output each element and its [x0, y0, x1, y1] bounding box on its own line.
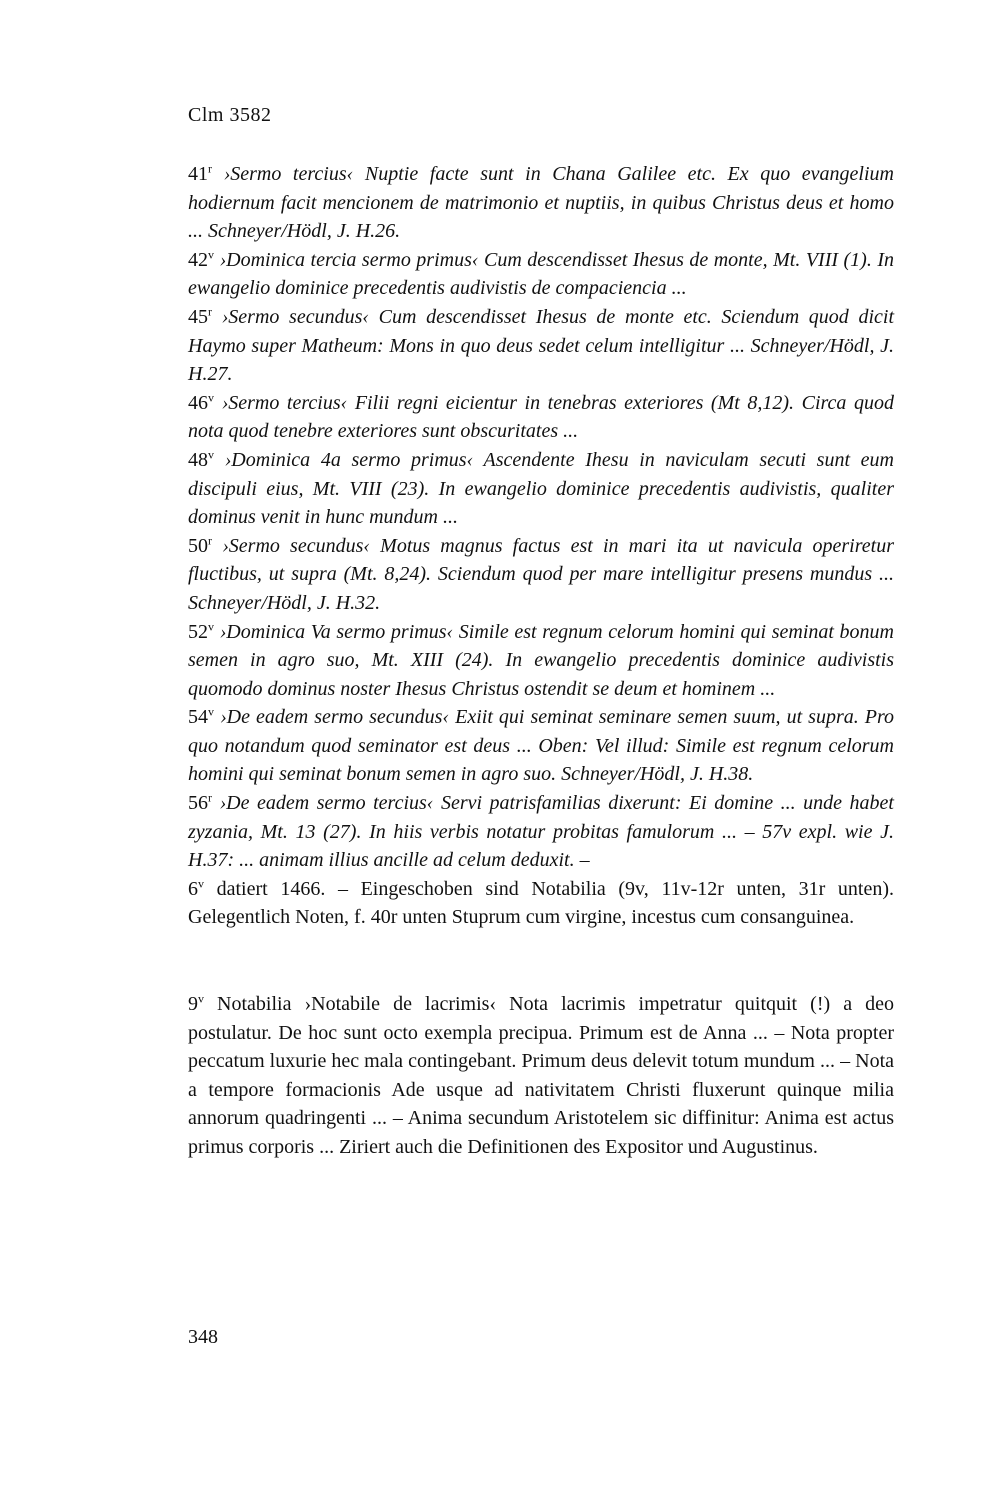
folio-ref: 46 [188, 391, 208, 414]
entry-text: ›Sermo secundus‹ Cum descendisset Ihesus de monte etc. Sciendum quod dicit Haymo super Matheum: Mons in quo deus sedet celum intelligitur ... Schneyer/Hödl, J. H.27. [188, 305, 894, 386]
section-gap [188, 932, 894, 990]
entry-42v: 42$^v$ ›Dominica tercia sermo primus‹ Cum descendisset Ihesus de monte, Mt. VIII (1). In ewangelio dominice precedentis audivistis de compaciencia ... [188, 247, 894, 300]
folio-ref: 50 [188, 534, 208, 557]
entry-45r: 45$^r$ ›Sermo secundus‹ Cum descendisset Ihesus de monte etc. Sciendum quod dicit Haymo super Matheum: Mons in quo deus sedet celum intelligitur ... Schneyer/Hödl, J. H.27. [188, 304, 894, 386]
folio-ref: 45 [188, 305, 208, 328]
folio-ref: 52 [188, 620, 208, 643]
page-number: 348 [188, 1326, 218, 1348]
entry-text: datiert 1466. – Eingeschoben sind Notabilia (9v, 11v-12r unten, 31r unten). Gelegentlich Noten, f. 40r unten Stuprum cum virgine, incestus cum consanguinea. [188, 877, 894, 929]
entry-text: Notabilia ›Notabile de lacrimis‹ Nota lacrimis impetratur quitquit (!) a deo postulatur. De hoc sunt octo exempla precipua. Primum est de Anna ... – Nota propter peccatum luxurie hec mala contingebant. Primum deus delevit totum mundum ... – Nota a tempore formacionis Ade usque ad nativitatem Christi fluxerunt quinque milia annorum quadringenti ... – Anima secundum Aristotelem sic diffinitur: Anima est actus primus corporis ... Ziriert auch die Definitionen des Expositor und Augustinus. [188, 993, 894, 1158]
folio-ref: 42 [188, 248, 208, 271]
folio-ref: 56 [188, 792, 208, 815]
entry-54v: 54$^v$ ›De eadem sermo secundus‹ Exiit qui seminat seminare semen suum, ut supra. Pro quo notandum quod seminator est deus ... Oben: Vel illud: Simile est regnum celorum homini qui seminat bonum semen in agro suo. Schneyer/Hödl, J. H.38. [188, 704, 894, 786]
entry-text: ›Sermo tercius‹ Nuptie facte sunt in Chana Galilee etc. Ex quo evangelium hodiernum facit mencionem de matrimonio et nuptiis, in quibus Christus deus et homo ... Schneyer/Hödl, J. H.26. [188, 163, 894, 243]
running-header: Clm 3582 [188, 104, 272, 126]
entry-46v: 46$^v$ ›Sermo tercius‹ Filii regni eicientur in tenebras exteriores (Mt 8,12). Circa quod nota quod tenebre exteriores sunt obscuritates ... [188, 390, 894, 443]
folio-ref: 9 [188, 993, 198, 1016]
entry-52v: 52$^v$ ›Dominica Va sermo primus‹ Simile est regnum celorum homini qui seminat bonum semen in agro suo, Mt. XIII (24). In ewangelio precedentis dominice audivistis quomodo dominus noster Ihesus Christus ostendit se deum et hominem ... [188, 618, 894, 700]
folio-ref: 6 [188, 877, 198, 900]
entry-text: ›Sermo secundus‹ Motus magnus factus est in mari ita ut navicula operiretur fluctibus, ut supra (Mt. 8,24). Sciendum quod per mare intelligitur presens mundus ... Schneyer/Hödl, J. H.32. [188, 534, 894, 614]
entry-dating-note: 6$^v$ datiert 1466. – Eingeschoben sind Notabilia (9v, 11v-12r unten, 31r unten). Gelegentlich Noten, f. 40r unten Stuprum cum virgine, incestus cum consanguinea. [188, 876, 894, 929]
entry-text: ›De eadem sermo tercius‹ Servi patrisfamilias dixerunt: Ei domine ... unde habet zyzania, Mt. 13 (27). In hiis verbis notatur probitas famulorum ... – 57v expl. wie J. H.37: ... animam illius ancille ad celum deduxit. – [188, 792, 894, 872]
entry-50r: 50$^r$ ›Sermo secundus‹ Motus magnus factus est in mari ita ut navicula operiretur fluctibus, ut supra (Mt. 8,24). Sciendum quod per mare intelligitur presens mundus ... Schneyer/Hödl, J. H.32. [188, 533, 894, 614]
entry-text: ›Dominica Va sermo primus‹ Simile est regnum celorum homini qui seminat bonum semen in agro suo, Mt. XIII (24). In ewangelio precedentis dominice audivistis quomodo dominus noster Ihesus Christus ostendit se deum et hominem ... [188, 620, 894, 700]
entry-56r: 56$^r$ ›De eadem sermo tercius‹ Servi patrisfamilias dixerunt: Ei domine ... unde habet zyzania, Mt. 13 (27). In hiis verbis notatur probitas famulorum ... – 57v expl. wie J. H.37: ... animam illius ancille ad celum deduxit. – [188, 790, 894, 872]
document-body [188, 160, 894, 1162]
folio-ref: 54 [188, 706, 208, 729]
entry-48v: 48$^v$ ›Dominica 4a sermo primus‹ Ascendente Ihesu in naviculam secuti sunt eum discipuli eius, Mt. VIII (23). In ewangelio dominice precedentis audivistis, qualiter dominus venit in hunc mundum ... [188, 447, 894, 529]
folio-ref: 41 [188, 163, 208, 185]
folio-ref: 48 [188, 448, 208, 471]
entry-text: ›Sermo tercius‹ Filii regni eicientur in tenebras exteriores (Mt 8,12). Circa quod nota quod tenebre exteriores sunt obscuritates ... [188, 391, 894, 443]
entry-text: ›Dominica tercia sermo primus‹ Cum descendisset Ihesus de monte, Mt. VIII (1). In ewangelio dominice precedentis audivistis de compaciencia ... [188, 248, 894, 300]
entry-text: ›De eadem sermo secundus‹ Exiit qui seminat seminare semen suum, ut supra. Pro quo notandum quod seminator est deus ... Oben: Vel illud: Simile est regnum celorum homini qui seminat bonum semen in agro suo. Schneyer/Hödl, J. H.38. [188, 706, 894, 786]
entry-notabilia: 9$^v$ Notabilia ›Notabile de lacrimis‹ Nota lacrimis impetratur quitquit (!) a deo postulatur. De hoc sunt octo exempla precipua. Primum est de Anna ... – Nota propter peccatum luxurie hec mala contingebant. Primum deus delevit totum mundum ... – Nota a tempore formacionis Ade usque ad nativitatem Christi fluxerunt quinque milia annorum quadringenti ... – Anima secundum Aristotelem sic diffinitur: Anima est actus primus corporis ... Ziriert auch die Definitionen des Expositor und Augustinus. [188, 991, 894, 1158]
entry-text: ›Dominica 4a sermo primus‹ Ascendente Ihesu in naviculam secuti sunt eum discipuli eius, Mt. VIII (23). In ewangelio dominice precedentis audivistis, qualiter dominus venit in hunc mundum ... [188, 448, 894, 529]
entry-41r: 41$^r$ ›Sermo tercius‹ Nuptie facte sunt in Chana Galilee etc. Ex quo evangelium hodiernum facit mencionem de matrimonio et nuptiis, in quibus Christus deus et homo ... Schneyer/Hödl, J. H.26. [188, 161, 894, 243]
